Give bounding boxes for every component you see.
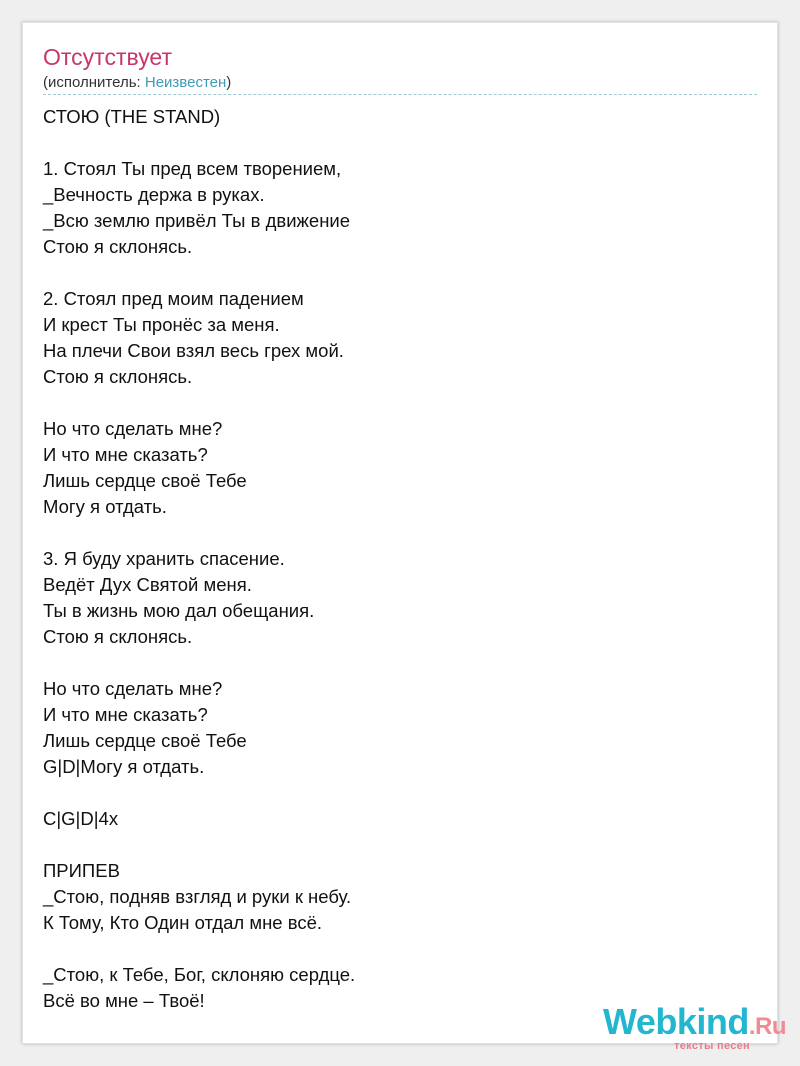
artist-prefix: (исполнитель: bbox=[43, 74, 145, 91]
lyric-line: Стою я склонясь. bbox=[43, 366, 193, 387]
lyric-line: И что мне сказать? bbox=[43, 444, 208, 465]
lyric-line: СТОЮ (THE STAND) bbox=[43, 106, 221, 127]
lyric-line: Но что сделать мне? bbox=[43, 418, 223, 439]
lyric-line: И крест Ты пронёс за меня. bbox=[43, 314, 280, 335]
lyric-line: И что мне сказать? bbox=[43, 704, 208, 725]
lyric-line: 2. Стоял пред моим падением bbox=[43, 288, 304, 309]
lyric-line: G|D|Могу я отдать. bbox=[43, 756, 205, 777]
artist-line bbox=[43, 73, 231, 93]
lyric-line: Всё во мне – Твоё! bbox=[43, 990, 205, 1011]
lyric-line bbox=[43, 260, 355, 286]
artist-link[interactable]: Неизвестен bbox=[144, 74, 227, 91]
artist-suffix: ) bbox=[226, 74, 232, 91]
lyric-line: К Тому, Кто Один отдал мне всё. bbox=[43, 912, 323, 933]
lyric-line: Лишь сердце своё Тебе bbox=[43, 470, 247, 491]
lyric-line bbox=[43, 650, 355, 676]
lyric-line: _Вечность держа в руках. bbox=[43, 184, 265, 205]
lyric-line bbox=[43, 780, 355, 806]
lyric-line bbox=[43, 520, 355, 546]
dashed-divider bbox=[43, 94, 757, 95]
lyric-line bbox=[43, 936, 355, 962]
lyric-line: C|G|D|4x bbox=[43, 808, 119, 829]
lyric-line: Могу я отдать. bbox=[43, 496, 167, 517]
lyric-line: Ведёт Дух Святой меня. bbox=[43, 574, 252, 595]
lyric-line: 1. Стоял Ты пред всем творением, bbox=[43, 158, 342, 179]
lyric-line: 3. Я буду хранить спасение. bbox=[43, 548, 285, 569]
webkind-logo[interactable] bbox=[594, 1000, 794, 1060]
lyric-line: _Стою, к Тебе, Бог, склоняю сердце. bbox=[43, 964, 356, 985]
lyric-line: ПРИПЕВ bbox=[43, 860, 120, 881]
lyric-line bbox=[43, 832, 355, 858]
lyric-line: _Всю землю привёл Ты в движение bbox=[43, 210, 351, 231]
lyric-line: Стою я склонясь. bbox=[43, 236, 193, 257]
lyric-line bbox=[43, 390, 355, 416]
lyric-line: Но что сделать мне? bbox=[43, 678, 223, 699]
song-title: Отсутствует bbox=[43, 44, 172, 70]
lyrics-sheet bbox=[22, 22, 778, 1044]
lyric-line bbox=[43, 130, 355, 156]
lyric-line: Лишь сердце своё Тебе bbox=[43, 730, 247, 751]
lyric-line: Стою я склонясь. bbox=[43, 626, 193, 647]
logo-domain: .Ru bbox=[748, 1013, 786, 1040]
lyric-line: На плечи Свои взял весь грех мой. bbox=[43, 340, 344, 361]
lyrics-text bbox=[43, 104, 355, 1014]
logo-name: Webkind bbox=[602, 1001, 749, 1042]
lyric-line: Ты в жизнь мою дал обещания. bbox=[43, 600, 315, 621]
logo-tagline: тексты песен bbox=[674, 1040, 750, 1052]
lyric-line: _Стою, подняв взгляд и руки к небу. bbox=[43, 886, 352, 907]
